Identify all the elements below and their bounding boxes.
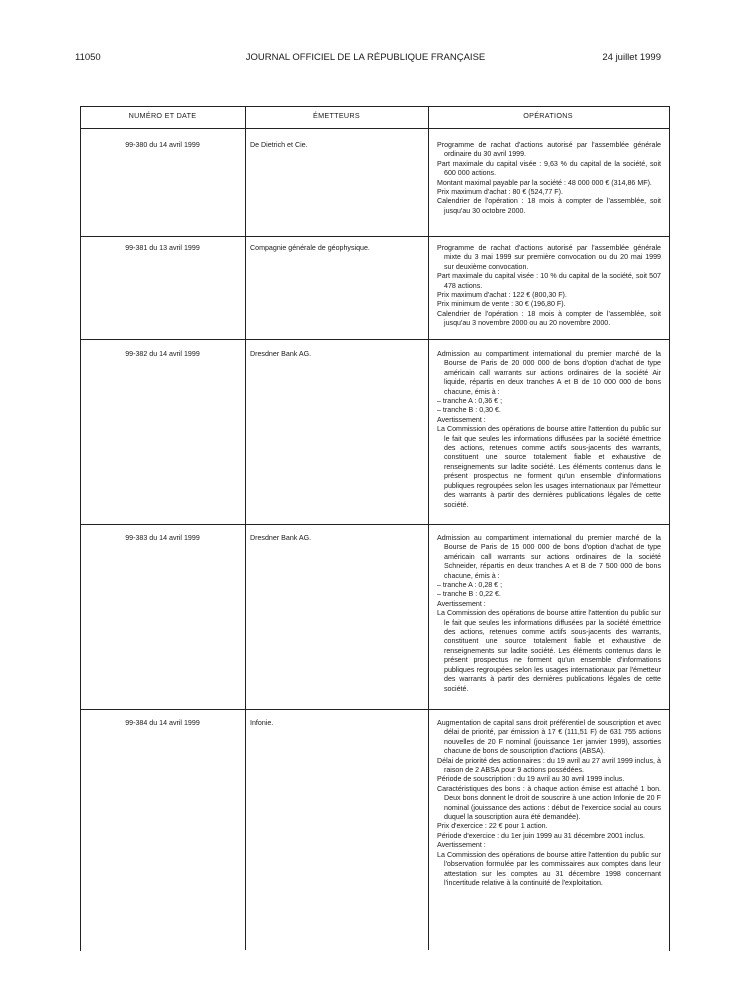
operation-line: – tranche A : 0,36 € ; [437, 397, 503, 406]
operation-line: – tranche B : 0,22 €. [437, 590, 501, 599]
column-header-numero-date: NUMÉRO ET DATE [128, 111, 197, 120]
operation-line: Montant maximal payable par la société : 48 000 000 € (314,86 MF). [437, 178, 652, 187]
operation-line: Part maximale du capital visée : 9,63 % du capital de la société, soit 600 000 actions. [437, 159, 661, 178]
publication-date: 24 juillet 1999 [602, 52, 661, 63]
column-header-operations: OPÉRATIONS [523, 111, 573, 120]
operation-line: Prix d'exercice : 22 € pour 1 action. [437, 822, 548, 831]
warning-text: La Commission des opérations de bourse attire l'attention du public sur le fait que seules les informations diffusées par la société émettrice des actions, retenues comme actifs sous-jacents des warrants, constituent une source totalement fiable et exhaustive de renseignements sur ladite société. Les éléments contenus dans le présent prospectus ne forment qu'un ensemble d'informations publiques regroupées selon les usages internationaux par l'émetteur des warrants à partir des dernières publications légales de cette société. [437, 425, 661, 509]
table-row-operations [437, 244, 661, 329]
operation-line: Période de souscription : du 19 avril au 30 avril 1999 inclus. [437, 775, 625, 784]
operation-line: Prix maximum d'achat : 80 € (524,77 F). [437, 188, 563, 197]
row-divider [80, 339, 669, 340]
table-row-operations [437, 719, 661, 888]
operation-line: Programme de rachat d'actions autorisé par l'assemblée générale mixte du 3 mai 1999 sur première convocation ou du 20 mai 1999 sur deuxième convocation. [437, 244, 661, 271]
table-row-emetteur: Dresdner Bank AG. [250, 534, 312, 542]
table-row-numero-date: 99-383 du 14 avril 1999 [125, 534, 200, 542]
table-row-emetteur: Infonie. [250, 719, 274, 727]
operation-line: Délai de priorité des actionnaires : du 19 avril au 27 avril 1999 inclus, à raison de 2 ABSA pour 9 actions possédées. [437, 756, 661, 775]
operation-line: Prix minimum de vente : 30 € (196,80 F). [437, 300, 566, 309]
table-row-numero-date: 99-380 du 14 avril 1999 [125, 141, 200, 149]
warning-heading: Avertissement : [437, 599, 486, 608]
warning-text: La Commission des opérations de bourse attire l'attention du public sur le fait que seules les informations diffusées par la société émettrice des actions, retenues comme actifs sous-jacents des warrants, constituent une source totalement fiable et exhaustive de renseignements sur ladite société. Les éléments contenus dans le présent prospectus ne forment qu'un ensemble d'informations publiques regroupées selon les usages internationaux par l'émetteur des warrants à partir des dernières publications légales de cette société. [437, 609, 661, 693]
operation-line: Caractéristiques des bons : à chaque action émise est attaché 1 bon. Deux bons donnent le droit de souscrire à une action Infonie de 20 F nominal (jouissance des actions : début de l'exercice social au cours duquel la souscription aura été demandée). [437, 784, 661, 822]
operation-line: Admission au compartiment international du premier marché de la Bourse de Paris de 15 000 000 de bons d'option d'achat de type américain call warrants sur actions ordinaires de la société Schneider, répartis en deux tranches A et B de 7 500 000 de bons chacune, émis à : [437, 534, 661, 580]
journal-title: JOURNAL OFFICIEL DE LA RÉPUBLIQUE FRANÇAISE [245, 52, 486, 63]
column-divider [245, 106, 246, 950]
operation-line: Augmentation de capital sans droit préférentiel de souscription et avec délai de priorité, par émission à 17 € (111,51 F) de 631 755 actions nouvelles de 20 F nominal (jouissance 1er janvier 1999), assorties chacune de bons de souscription d'actions (ABSA). [437, 719, 661, 756]
table-row-numero-date: 99-381 du 13 avril 1999 [125, 244, 200, 252]
operation-line: Calendrier de l'opération : 18 mois à compter de l'assemblée, soit jusqu'au 3 novembre 2000 ou au 20 novembre 2000. [437, 309, 661, 328]
column-header-emetteurs: ÉMETTEURS [312, 111, 361, 120]
table-row-emetteur: Compagnie générale de géophysique. [250, 244, 370, 252]
table-row-numero-date: 99-382 du 14 avril 1999 [125, 350, 200, 358]
header-row-divider [80, 128, 669, 129]
table-row-emetteur: Dresdner Bank AG. [250, 350, 312, 358]
operation-line: Admission au compartiment international du premier marché de la Bourse de Paris de 20 000 000 de bons d'option d'achat de type américain call warrants sur actions ordinaires de la société Air liquide, répartis en deux tranches A et B de 10 000 000 de bons chacune, émis à : [437, 350, 661, 396]
table-row-operations [437, 534, 661, 694]
operation-line: Programme de rachat d'actions autorisé par l'assemblée générale ordinaire du 30 avril 1999. [437, 141, 661, 159]
warning-heading: Avertissement : [437, 415, 486, 424]
page-number: 11050 [75, 52, 101, 63]
warning-heading: Avertissement : [437, 841, 486, 850]
column-divider [428, 106, 429, 950]
table-row-operations [437, 350, 661, 510]
row-divider [80, 236, 669, 237]
operation-line: – tranche B : 0,30 €. [437, 406, 501, 415]
operation-line: Part maximale du capital visée : 10 % du capital de la société, soit 507 478 actions. [437, 272, 661, 290]
table-row-emetteur: De Dietrich et Cie. [250, 141, 308, 149]
operation-line: Période d'exercice : du 1er juin 1999 au 31 décembre 2001 inclus. [437, 831, 645, 840]
row-divider [80, 709, 669, 710]
table-row-numero-date: 99-384 du 14 avril 1999 [125, 719, 200, 727]
operation-line: Calendrier de l'opération : 18 mois à compter de l'assemblée, soit jusqu'au 30 octobre 2000. [437, 197, 661, 215]
operation-line: Prix maximum d'achat : 122 € (800,30 F). [437, 291, 567, 300]
operation-line: – tranche A : 0,28 € ; [437, 581, 503, 590]
row-divider [80, 524, 669, 525]
table-row-operations [437, 141, 661, 216]
warning-text: La Commission des opérations de bourse attire l'attention du public sur l'observation formulée par les commissaires aux comptes dans leur attestation sur les comptes au 31 décembre 1998 concernant l'incertitude relative à la continuité de l'exploitation. [437, 850, 661, 887]
